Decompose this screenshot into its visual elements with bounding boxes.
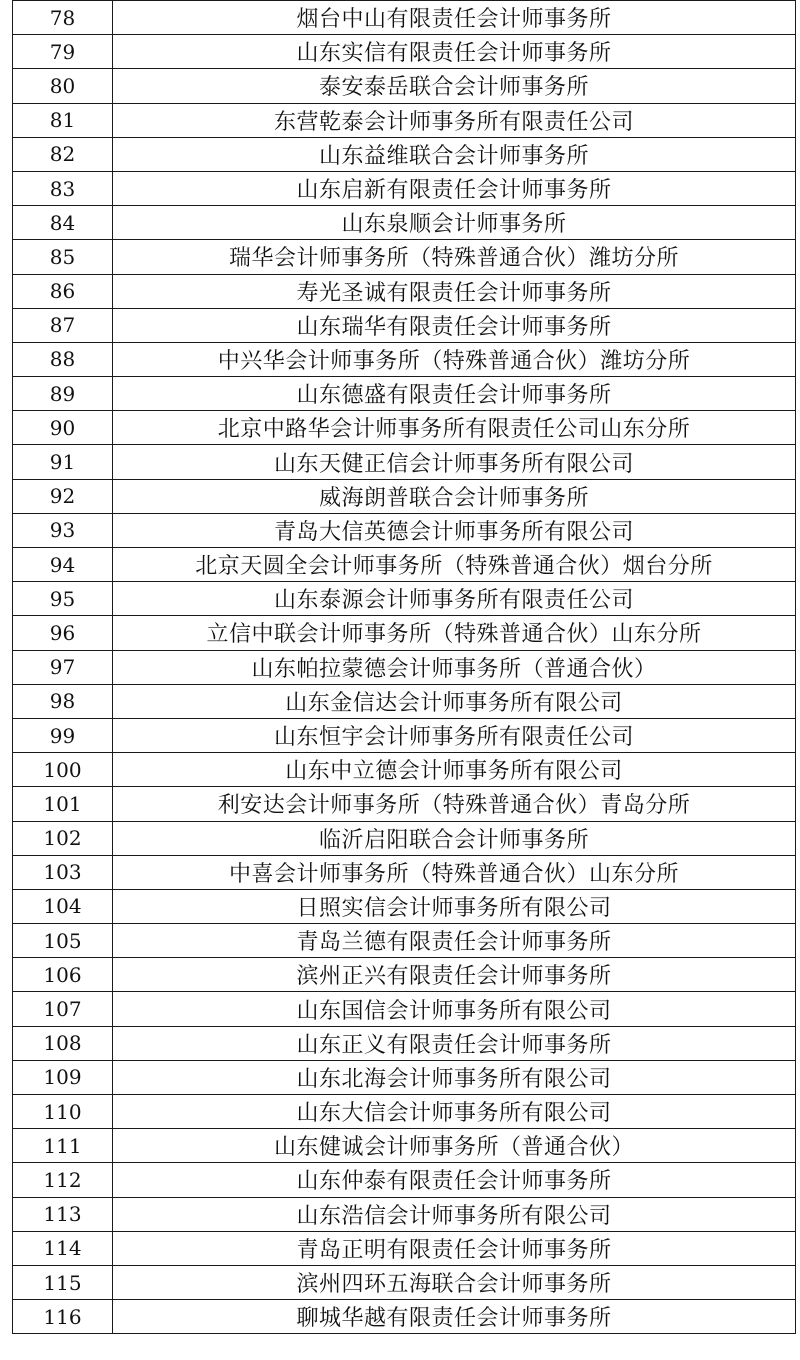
row-number-cell: 103 bbox=[13, 855, 113, 889]
firm-name-cell: 烟台中山有限责任会计师事务所 bbox=[113, 1, 796, 35]
table-row bbox=[13, 821, 796, 855]
row-number-cell: 79 bbox=[13, 35, 113, 69]
table-row bbox=[13, 992, 796, 1026]
firm-name-cell: 滨州正兴有限责任会计师事务所 bbox=[113, 958, 796, 992]
table-row bbox=[13, 1265, 796, 1299]
firm-name-cell: 东营乾泰会计师事务所有限责任公司 bbox=[113, 103, 796, 137]
row-number-cell: 107 bbox=[13, 992, 113, 1026]
firm-name-cell: 北京天圆全会计师事务所（特殊普通合伙）烟台分所 bbox=[113, 548, 796, 582]
row-number-cell: 116 bbox=[13, 1300, 113, 1334]
table-row bbox=[13, 889, 796, 923]
table-row bbox=[13, 411, 796, 445]
row-number-cell: 85 bbox=[13, 240, 113, 274]
row-number-cell: 98 bbox=[13, 684, 113, 718]
table-row bbox=[13, 582, 796, 616]
table-row bbox=[13, 684, 796, 718]
firm-name-cell: 青岛大信英德会计师事务所有限公司 bbox=[113, 513, 796, 547]
firm-name-cell: 山东正义有限责任会计师事务所 bbox=[113, 1026, 796, 1060]
row-number-cell: 110 bbox=[13, 1095, 113, 1129]
row-number-cell: 96 bbox=[13, 616, 113, 650]
row-number-cell: 81 bbox=[13, 103, 113, 137]
firm-name-cell: 山东瑞华有限责任会计师事务所 bbox=[113, 308, 796, 342]
row-number-cell: 112 bbox=[13, 1163, 113, 1197]
table-row bbox=[13, 548, 796, 582]
row-number-cell: 106 bbox=[13, 958, 113, 992]
row-number-cell: 97 bbox=[13, 650, 113, 684]
table-row bbox=[13, 1, 796, 35]
firm-name-cell: 山东国信会计师事务所有限公司 bbox=[113, 992, 796, 1026]
firm-name-cell: 山东金信达会计师事务所有限公司 bbox=[113, 684, 796, 718]
firm-name-cell: 北京中路华会计师事务所有限责任公司山东分所 bbox=[113, 411, 796, 445]
row-number-cell: 89 bbox=[13, 377, 113, 411]
firm-name-cell: 山东恒宇会计师事务所有限责任公司 bbox=[113, 718, 796, 752]
table-row bbox=[13, 1163, 796, 1197]
table-row bbox=[13, 787, 796, 821]
row-number-cell: 109 bbox=[13, 1060, 113, 1094]
firm-name-cell: 聊城华越有限责任会计师事务所 bbox=[113, 1300, 796, 1334]
row-number-cell: 115 bbox=[13, 1265, 113, 1299]
row-number-cell: 105 bbox=[13, 924, 113, 958]
table-row bbox=[13, 1129, 796, 1163]
table-row bbox=[13, 69, 796, 103]
firm-name-cell: 日照实信会计师事务所有限公司 bbox=[113, 889, 796, 923]
firm-name-cell: 山东德盛有限责任会计师事务所 bbox=[113, 377, 796, 411]
row-number-cell: 90 bbox=[13, 411, 113, 445]
firm-name-cell: 山东启新有限责任会计师事务所 bbox=[113, 171, 796, 205]
row-number-cell: 104 bbox=[13, 889, 113, 923]
table-row bbox=[13, 855, 796, 889]
table-row bbox=[13, 753, 796, 787]
row-number-cell: 91 bbox=[13, 445, 113, 479]
firm-name-cell: 山东仲泰有限责任会计师事务所 bbox=[113, 1163, 796, 1197]
firm-name-cell: 临沂启阳联合会计师事务所 bbox=[113, 821, 796, 855]
firm-name-cell: 山东北海会计师事务所有限公司 bbox=[113, 1060, 796, 1094]
firm-name-cell: 山东帕拉蒙德会计师事务所（普通合伙） bbox=[113, 650, 796, 684]
table-row bbox=[13, 924, 796, 958]
firm-name-cell: 山东中立德会计师事务所有限公司 bbox=[113, 753, 796, 787]
firm-name-cell: 山东浩信会计师事务所有限公司 bbox=[113, 1197, 796, 1231]
table-row bbox=[13, 1060, 796, 1094]
table-row bbox=[13, 377, 796, 411]
row-number-cell: 102 bbox=[13, 821, 113, 855]
firm-name-cell: 中兴华会计师事务所（特殊普通合伙）潍坊分所 bbox=[113, 342, 796, 376]
table-row bbox=[13, 616, 796, 650]
table-row bbox=[13, 308, 796, 342]
row-number-cell: 80 bbox=[13, 69, 113, 103]
row-number-cell: 78 bbox=[13, 1, 113, 35]
row-number-cell: 83 bbox=[13, 171, 113, 205]
table-row bbox=[13, 513, 796, 547]
table-row bbox=[13, 445, 796, 479]
firm-name-cell: 瑞华会计师事务所（特殊普通合伙）潍坊分所 bbox=[113, 240, 796, 274]
table-row bbox=[13, 206, 796, 240]
row-number-cell: 94 bbox=[13, 548, 113, 582]
firm-name-cell: 山东泉顺会计师事务所 bbox=[113, 206, 796, 240]
row-number-cell: 88 bbox=[13, 342, 113, 376]
row-number-cell: 114 bbox=[13, 1231, 113, 1265]
row-number-cell: 111 bbox=[13, 1129, 113, 1163]
row-number-cell: 100 bbox=[13, 753, 113, 787]
row-number-cell: 84 bbox=[13, 206, 113, 240]
table-row bbox=[13, 479, 796, 513]
firm-name-cell: 山东大信会计师事务所有限公司 bbox=[113, 1095, 796, 1129]
table-row bbox=[13, 35, 796, 69]
table-row bbox=[13, 718, 796, 752]
row-number-cell: 95 bbox=[13, 582, 113, 616]
row-number-cell: 82 bbox=[13, 137, 113, 171]
firm-name-cell: 山东健诚会计师事务所（普通合伙） bbox=[113, 1129, 796, 1163]
table-row bbox=[13, 1231, 796, 1265]
row-number-cell: 87 bbox=[13, 308, 113, 342]
table-row bbox=[13, 958, 796, 992]
row-number-cell: 99 bbox=[13, 718, 113, 752]
table-row bbox=[13, 137, 796, 171]
firm-name-cell: 山东实信有限责任会计师事务所 bbox=[113, 35, 796, 69]
firm-name-cell: 青岛正明有限责任会计师事务所 bbox=[113, 1231, 796, 1265]
firm-name-cell: 中喜会计师事务所（特殊普通合伙）山东分所 bbox=[113, 855, 796, 889]
row-number-cell: 92 bbox=[13, 479, 113, 513]
table-row bbox=[13, 274, 796, 308]
row-number-cell: 101 bbox=[13, 787, 113, 821]
firm-name-cell: 山东天健正信会计师事务所有限公司 bbox=[113, 445, 796, 479]
table-body bbox=[13, 1, 796, 1334]
firm-name-cell: 立信中联会计师事务所（特殊普通合伙）山东分所 bbox=[113, 616, 796, 650]
row-number-cell: 108 bbox=[13, 1026, 113, 1060]
firm-name-cell: 山东益维联合会计师事务所 bbox=[113, 137, 796, 171]
accounting-firm-table bbox=[12, 0, 796, 1334]
firm-name-cell: 滨州四环五海联合会计师事务所 bbox=[113, 1265, 796, 1299]
firm-name-cell: 青岛兰德有限责任会计师事务所 bbox=[113, 924, 796, 958]
firm-name-cell: 利安达会计师事务所（特殊普通合伙）青岛分所 bbox=[113, 787, 796, 821]
table-row bbox=[13, 1300, 796, 1334]
table-row bbox=[13, 1095, 796, 1129]
table-row bbox=[13, 650, 796, 684]
row-number-cell: 113 bbox=[13, 1197, 113, 1231]
table-row bbox=[13, 103, 796, 137]
row-number-cell: 86 bbox=[13, 274, 113, 308]
table-row bbox=[13, 1026, 796, 1060]
row-number-cell: 93 bbox=[13, 513, 113, 547]
firm-name-cell: 山东泰源会计师事务所有限责任公司 bbox=[113, 582, 796, 616]
table-row bbox=[13, 342, 796, 376]
firm-name-cell: 寿光圣诚有限责任会计师事务所 bbox=[113, 274, 796, 308]
table-row bbox=[13, 1197, 796, 1231]
firm-name-cell: 泰安泰岳联合会计师事务所 bbox=[113, 69, 796, 103]
table-row bbox=[13, 171, 796, 205]
table-row bbox=[13, 240, 796, 274]
firm-name-cell: 威海朗普联合会计师事务所 bbox=[113, 479, 796, 513]
